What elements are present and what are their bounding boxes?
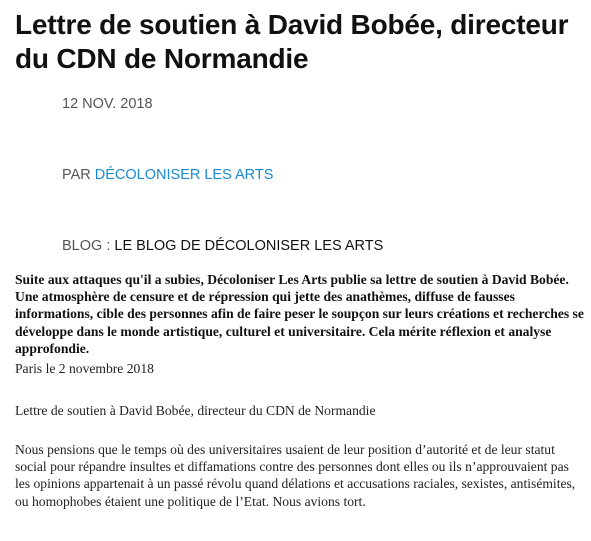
author-prefix: PAR xyxy=(62,167,95,183)
article-title: Lettre de soutien à David Bobée, directeur du CDN de Normandie xyxy=(15,9,569,74)
article-lead: Suite aux attaques qu'il a subies, Décoloniser Les Arts publie sa lettre de soutien à David Bobée. Une atmosphère de censure et de répression qui jette des anathèmes, diffuse de fausses informations, cible des personnes afin de faire peser le soupçon sur leurs créations et recherches se développe dans le monde artistique, culturel et universitaire. Cela mérite réflexion et analyse approfondie. xyxy=(15,272,584,356)
letter-subject: Lettre de soutien à David Bobée, directeur du CDN de Normandie xyxy=(15,403,376,418)
blog-line xyxy=(62,237,383,255)
publish-date: 12 NOV. 2018 xyxy=(62,96,153,112)
blog-prefix: BLOG : xyxy=(62,238,115,254)
author-link[interactable]: DÉCOLONISER LES ARTS xyxy=(94,167,274,183)
letter-place-date: Paris le 2 novembre 2018 xyxy=(15,361,154,376)
author-line xyxy=(62,166,273,184)
letter-paragraph: Nous pensions que le temps où des universitaires usaient de leur position d’autorité et de leur statut social pour répandre insultes et diffamations contre des personnes dont elles ou ils n’approuvaient pas les opinions appartenait à un passé révolu quand délations et accusations raciales, sexistes, antisémites, ou homophobes étaient une politique de l’Etat. Nous avions tort. xyxy=(15,442,576,509)
blog-link[interactable]: LE BLOG DE DÉCOLONISER LES ARTS xyxy=(114,238,384,254)
